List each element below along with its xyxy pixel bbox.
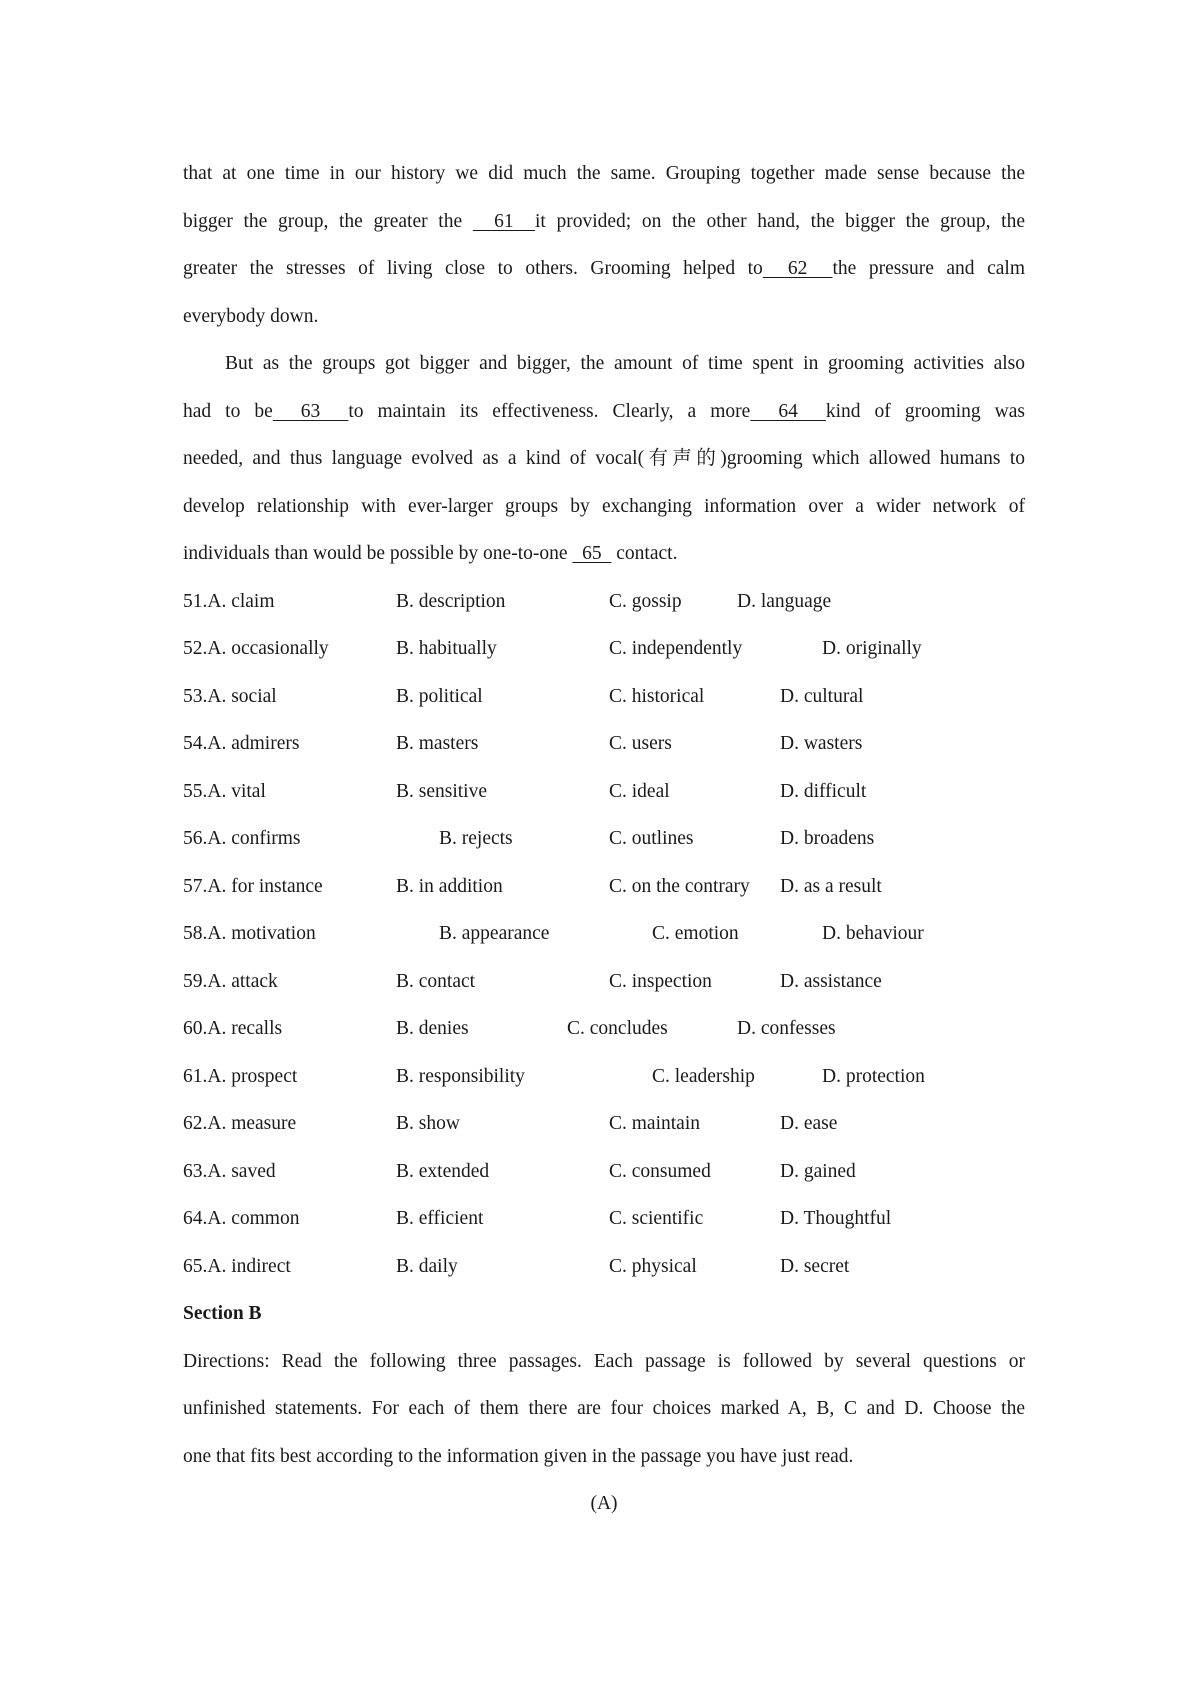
passage-line xyxy=(183,530,1025,578)
passage-line: needed, and thus language evolved as a kind of vocal(有声的)grooming which allowed humans to xyxy=(183,448,1025,469)
option-a: 53.A. social xyxy=(183,685,277,707)
passage-text: individuals than would be possible by one-to-one xyxy=(183,543,573,564)
option-c: C. outlines xyxy=(609,828,694,849)
directions-line: Directions: Read the following three passages. Each passage is followed by several questions or xyxy=(183,1350,1025,1372)
passage-line: everybody down. xyxy=(183,305,319,327)
option-b: B. efficient xyxy=(396,1208,484,1229)
option-c: C. concludes xyxy=(567,1018,668,1039)
option-row-59 xyxy=(183,958,1025,1006)
option-a: 64.A. common xyxy=(183,1208,300,1229)
option-b: B. responsibility xyxy=(396,1065,525,1087)
passage-text: the pressure and calm xyxy=(832,258,1025,279)
option-row-62 xyxy=(183,1100,1025,1148)
passage-text: bigger the group, the greater the xyxy=(183,210,473,232)
blank-65: 65 xyxy=(572,543,612,564)
option-a: 61.A. prospect xyxy=(183,1065,298,1087)
option-d: D. behaviour xyxy=(822,923,924,944)
option-a: 51.A. claim xyxy=(183,590,275,612)
option-row-53 xyxy=(183,673,1025,721)
option-d: D. cultural xyxy=(780,685,864,707)
option-c: C. scientific xyxy=(609,1208,704,1229)
passage-text: it provided; on the other hand, the bigger the group, the xyxy=(534,210,1025,232)
option-d: D. secret xyxy=(780,1255,850,1277)
passage-text: contact. xyxy=(611,543,678,564)
blank-62: 62 xyxy=(762,258,833,279)
option-a: 55.A. vital xyxy=(183,780,266,802)
passage-line: that at one time in our history we did much the same. Grouping together made sense because the xyxy=(183,163,1025,184)
option-c: C. users xyxy=(609,733,672,754)
option-a: 60.A. recalls xyxy=(183,1018,283,1039)
option-row-55 xyxy=(183,768,1025,816)
passage-line xyxy=(183,198,1025,246)
blank-63: 63 xyxy=(272,400,349,422)
option-c: C. consumed xyxy=(609,1160,711,1182)
passage-text: kind of grooming was xyxy=(825,400,1025,422)
option-d: D. originally xyxy=(822,638,922,659)
page-content xyxy=(183,150,1025,1528)
option-b: B. extended xyxy=(396,1160,490,1182)
option-d: D. ease xyxy=(780,1113,838,1134)
option-row-58 xyxy=(183,910,1025,958)
option-a: 62.A. measure xyxy=(183,1113,297,1134)
option-c: C. ideal xyxy=(609,780,670,802)
option-a: 52.A. occasionally xyxy=(183,638,329,659)
blank-64: 64 xyxy=(750,400,826,422)
option-c: C. on the contrary xyxy=(609,875,750,897)
directions-line: one that fits best according to the information given in the passage you have just read. xyxy=(183,1445,854,1467)
option-row-65 xyxy=(183,1243,1025,1291)
option-d: D. confesses xyxy=(737,1018,836,1039)
option-d: D. protection xyxy=(822,1065,925,1087)
passage-text: greater the stresses of living close to others. Grooming helped to xyxy=(183,258,763,279)
passage-label: (A) xyxy=(590,1493,618,1514)
blank-61: 61 xyxy=(472,210,535,232)
option-row-56 xyxy=(183,815,1025,863)
option-a: 65.A. indirect xyxy=(183,1255,291,1277)
option-a: 54.A. admirers xyxy=(183,733,300,754)
option-c: C. inspection xyxy=(609,970,712,992)
option-row-51 xyxy=(183,578,1025,626)
options-list xyxy=(183,578,1025,1291)
passage-line xyxy=(183,245,1025,293)
option-b: B. rejects xyxy=(439,828,513,849)
option-b: B. masters xyxy=(396,733,479,754)
passage-line xyxy=(183,388,1025,436)
option-b: B. sensitive xyxy=(396,780,487,802)
option-c: C. leadership xyxy=(652,1065,755,1087)
option-row-61 xyxy=(183,1053,1025,1101)
option-c: C. independently xyxy=(609,638,743,659)
option-d: D. gained xyxy=(780,1160,856,1182)
option-a: 59.A. attack xyxy=(183,970,278,992)
option-b: B. description xyxy=(396,590,506,612)
option-d: D. language xyxy=(737,590,832,612)
option-c: C. historical xyxy=(609,685,705,707)
option-c: C. maintain xyxy=(609,1113,700,1134)
passage-text: had to be xyxy=(183,400,273,422)
section-title: Section B xyxy=(183,1303,262,1324)
option-d: D. wasters xyxy=(780,733,863,754)
option-row-52 xyxy=(183,625,1025,673)
option-d: D. difficult xyxy=(780,780,867,802)
option-b: B. in addition xyxy=(396,875,503,897)
option-row-63 xyxy=(183,1148,1025,1196)
option-b: B. daily xyxy=(396,1255,458,1277)
option-row-60 xyxy=(183,1005,1025,1053)
option-row-57 xyxy=(183,863,1025,911)
option-b: B. political xyxy=(396,685,483,707)
option-d: D. assistance xyxy=(780,970,882,992)
option-c: C. emotion xyxy=(652,923,739,944)
directions-line: unfinished statements. For each of them there are four choices marked A, B, C and D. Choose the xyxy=(183,1398,1025,1419)
option-b: B. show xyxy=(396,1113,460,1134)
option-a: 56.A. confirms xyxy=(183,828,301,849)
option-a: 58.A. motivation xyxy=(183,923,316,944)
option-b: B. denies xyxy=(396,1018,469,1039)
passage-text: to maintain its effectiveness. Clearly, a more xyxy=(348,400,751,422)
option-b: B. contact xyxy=(396,970,476,992)
option-a: 63.A. saved xyxy=(183,1160,276,1182)
option-d: D. Thoughtful xyxy=(780,1208,892,1229)
option-row-64 xyxy=(183,1195,1025,1243)
option-b: B. appearance xyxy=(439,923,550,944)
option-d: D. broadens xyxy=(780,828,875,849)
passage-line: But as the groups got bigger and bigger, the amount of time spent in grooming activities also xyxy=(225,353,1025,374)
option-d: D. as a result xyxy=(780,875,882,897)
option-row-54 xyxy=(183,720,1025,768)
option-c: C. gossip xyxy=(609,590,682,612)
option-b: B. habitually xyxy=(396,638,497,659)
option-c: C. physical xyxy=(609,1255,697,1277)
option-a: 57.A. for instance xyxy=(183,875,323,897)
passage-line: develop relationship with ever-larger groups by exchanging information over a wider network of xyxy=(183,495,1025,517)
